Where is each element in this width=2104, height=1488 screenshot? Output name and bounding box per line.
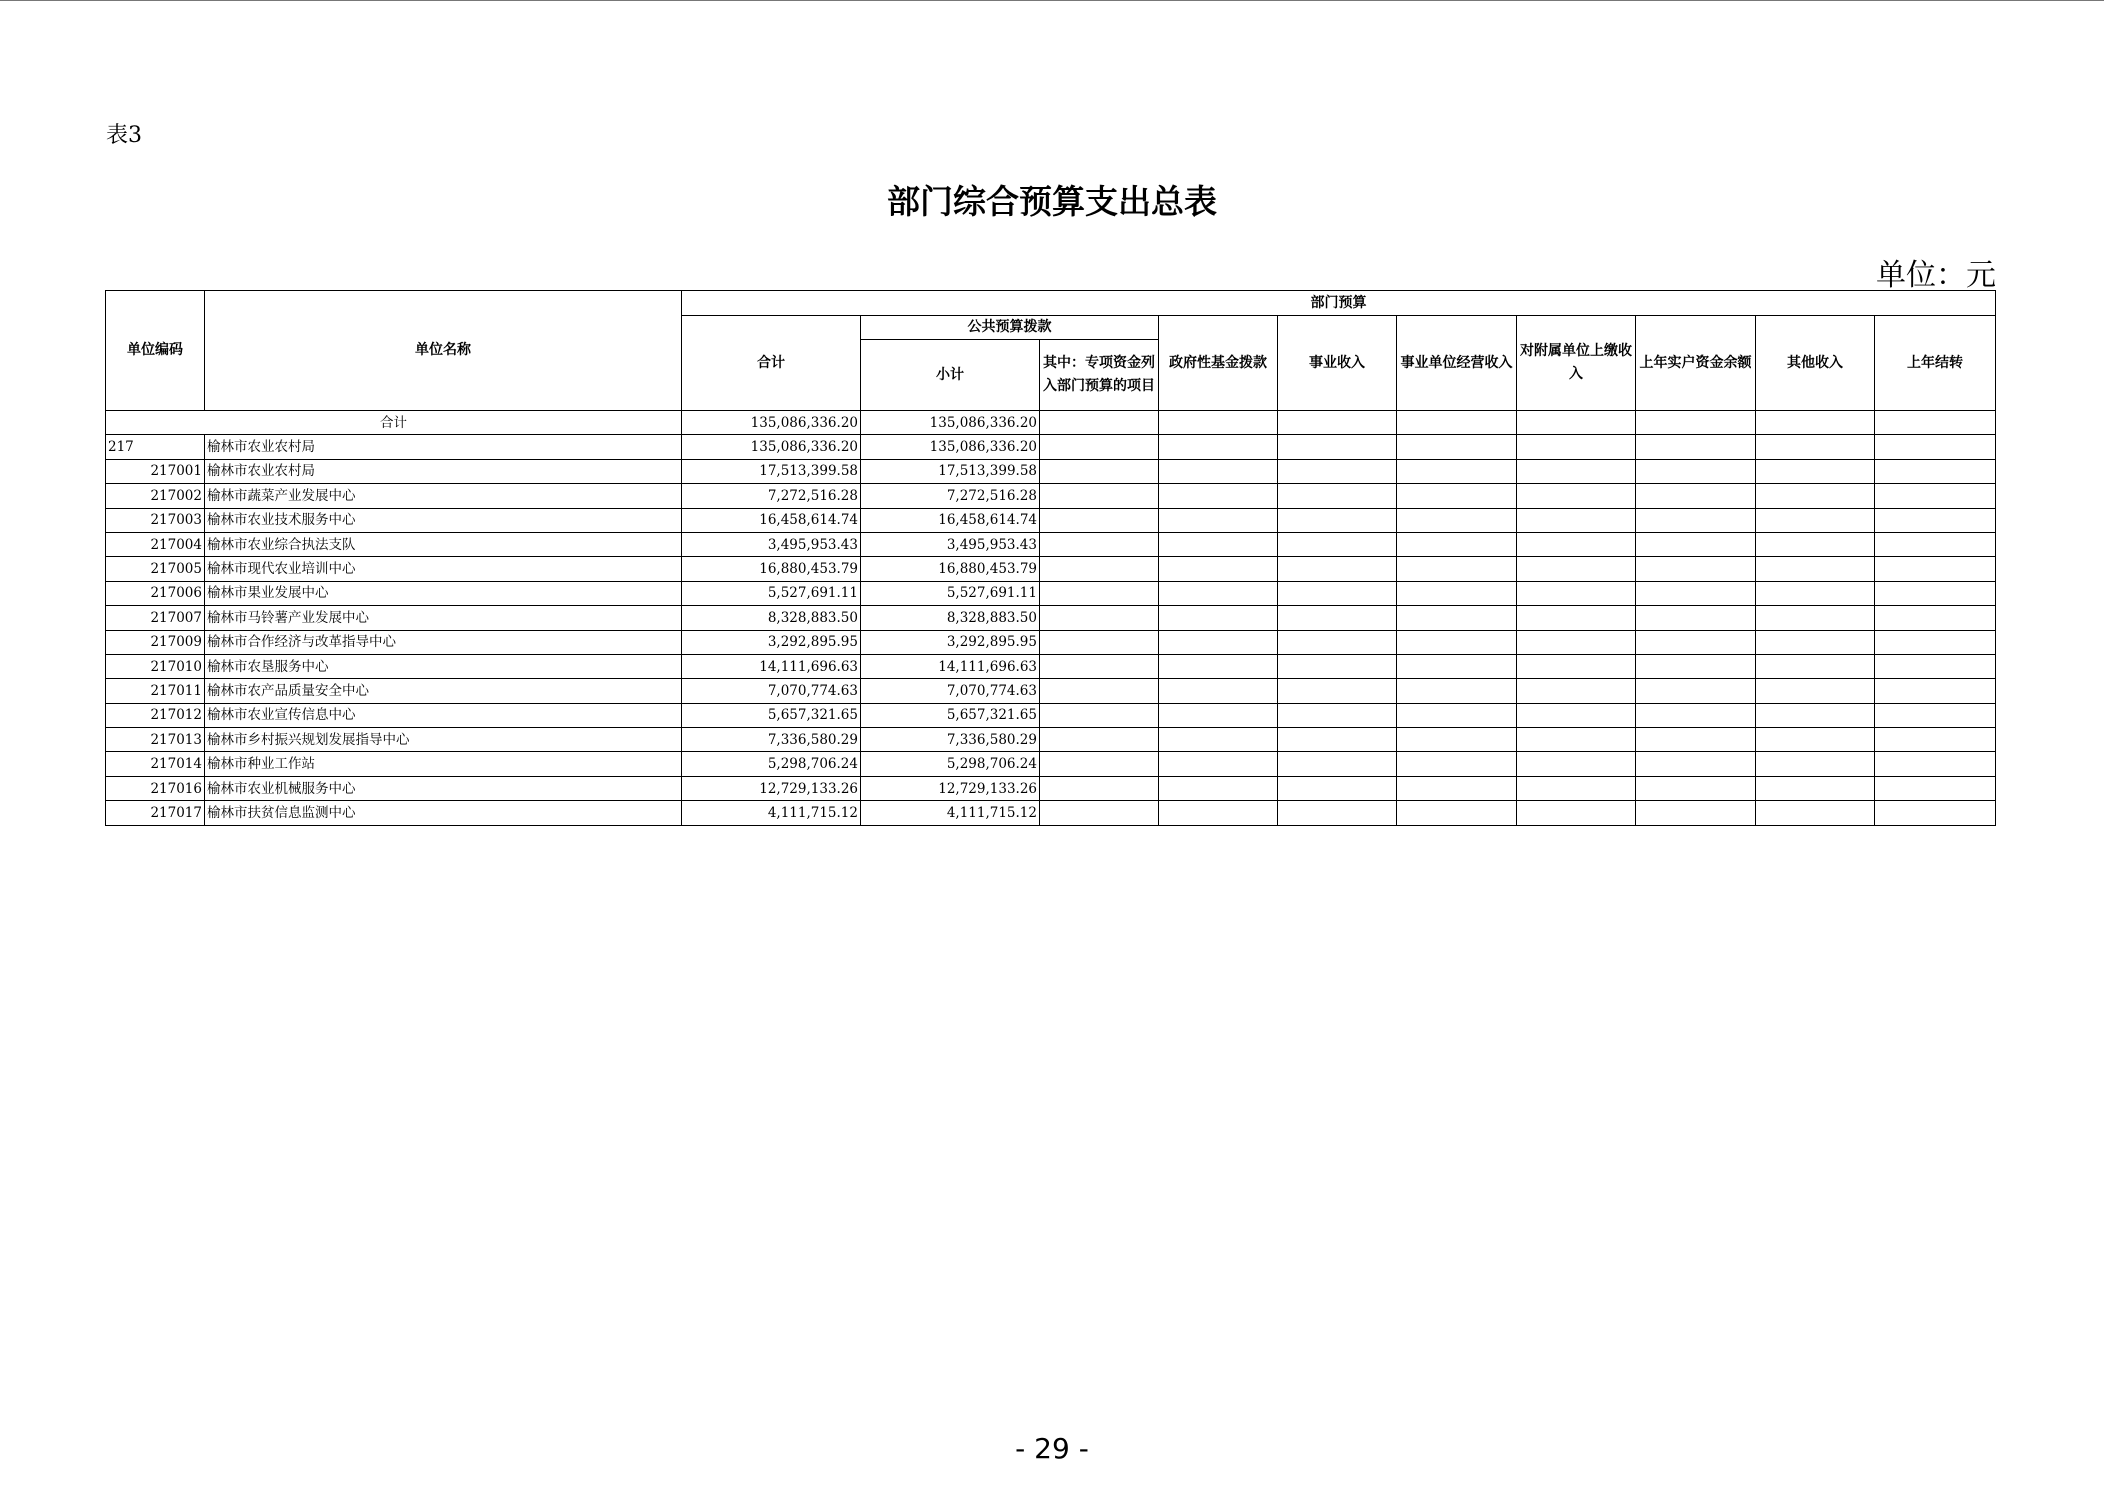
header-prior-balance: 上年实户资金余额 — [1636, 316, 1756, 411]
header-other-income: 其他收入 — [1756, 316, 1875, 411]
empty-cell — [1517, 728, 1636, 752]
subtotal-cell: 16,458,614.74 — [861, 508, 1040, 532]
unit-code-cell: 217013 — [106, 728, 205, 752]
empty-cell — [1397, 654, 1517, 678]
empty-cell — [1159, 654, 1278, 678]
table-row — [106, 630, 1996, 654]
subtotal-cell: 3,292,895.95 — [861, 630, 1040, 654]
empty-cell — [1278, 459, 1397, 483]
empty-cell — [1159, 411, 1278, 435]
total-cell: 3,495,953.43 — [682, 532, 861, 556]
total-cell: 4,111,715.12 — [682, 801, 861, 825]
empty-cell — [1397, 703, 1517, 727]
summary-label: 合计 — [106, 411, 682, 435]
empty-cell — [1875, 557, 1996, 581]
table-row — [106, 508, 1996, 532]
empty-cell — [1397, 606, 1517, 630]
empty-cell — [1875, 508, 1996, 532]
subtotal-cell: 16,880,453.79 — [861, 557, 1040, 581]
total-cell: 5,298,706.24 — [682, 752, 861, 776]
unit-label: 单位：元 — [1876, 258, 1996, 293]
unit-name-cell: 榆林市农业机械服务中心 — [205, 776, 682, 800]
unit-code-cell: 217016 — [106, 776, 205, 800]
total-cell: 7,272,516.28 — [682, 484, 861, 508]
empty-cell — [1875, 484, 1996, 508]
subtotal-cell: 7,336,580.29 — [861, 728, 1040, 752]
empty-cell — [1756, 581, 1875, 605]
empty-cell — [1397, 557, 1517, 581]
empty-cell — [1756, 508, 1875, 532]
empty-cell — [1040, 728, 1159, 752]
empty-cell — [1278, 484, 1397, 508]
subtotal-cell: 12,729,133.26 — [861, 776, 1040, 800]
empty-cell — [1040, 752, 1159, 776]
empty-cell — [1517, 703, 1636, 727]
empty-cell — [1159, 752, 1278, 776]
header-subtotal: 小计 — [861, 340, 1040, 411]
empty-cell — [1875, 801, 1996, 825]
subtotal-cell: 5,657,321.65 — [861, 703, 1040, 727]
header-career-income: 事业收入 — [1278, 316, 1397, 411]
empty-cell — [1397, 532, 1517, 556]
header-code: 单位编码 — [106, 291, 205, 411]
empty-cell — [1040, 776, 1159, 800]
empty-cell — [1636, 728, 1756, 752]
total-cell: 17,513,399.58 — [682, 459, 861, 483]
unit-code-cell: 217002 — [106, 484, 205, 508]
empty-cell — [1278, 801, 1397, 825]
empty-cell — [1875, 752, 1996, 776]
unit-name-cell: 榆林市农垦服务中心 — [205, 654, 682, 678]
header-public-budget: 公共预算拨款 — [861, 316, 1159, 340]
empty-cell — [1397, 508, 1517, 532]
unit-code-cell: 217011 — [106, 679, 205, 703]
empty-cell — [1517, 679, 1636, 703]
empty-cell — [1159, 679, 1278, 703]
table-row — [106, 532, 1996, 556]
empty-cell — [1517, 411, 1636, 435]
unit-name-cell: 榆林市蔬菜产业发展中心 — [205, 484, 682, 508]
empty-cell — [1517, 654, 1636, 678]
unit-name-cell: 榆林市现代农业培训中心 — [205, 557, 682, 581]
empty-cell — [1756, 801, 1875, 825]
empty-cell — [1278, 752, 1397, 776]
page-title: 部门综合预算支出总表 — [887, 182, 1217, 221]
total-cell: 135,086,336.20 — [682, 435, 861, 459]
subtotal-cell: 5,298,706.24 — [861, 752, 1040, 776]
header-dept-budget: 部门预算 — [682, 291, 1996, 316]
empty-cell — [1756, 606, 1875, 630]
subtotal-cell: 7,070,774.63 — [861, 679, 1040, 703]
page-number: - 29 - — [1015, 1432, 1089, 1465]
empty-cell — [1875, 435, 1996, 459]
empty-cell — [1040, 679, 1159, 703]
empty-cell — [1875, 728, 1996, 752]
total-cell: 7,336,580.29 — [682, 728, 861, 752]
empty-cell — [1517, 581, 1636, 605]
empty-cell — [1159, 459, 1278, 483]
empty-cell — [1040, 508, 1159, 532]
empty-cell — [1756, 752, 1875, 776]
table-number: 表3 — [106, 123, 142, 148]
header-gov-fund: 政府性基金拨款 — [1159, 316, 1278, 411]
empty-cell — [1159, 532, 1278, 556]
empty-cell — [1278, 532, 1397, 556]
empty-cell — [1875, 532, 1996, 556]
empty-cell — [1397, 752, 1517, 776]
empty-cell — [1159, 776, 1278, 800]
empty-cell — [1756, 484, 1875, 508]
table-row — [106, 654, 1996, 678]
empty-cell — [1636, 411, 1756, 435]
empty-cell — [1397, 776, 1517, 800]
empty-cell — [1756, 679, 1875, 703]
total-cell: 8,328,883.50 — [682, 606, 861, 630]
unit-code-cell: 217014 — [106, 752, 205, 776]
empty-cell — [1397, 728, 1517, 752]
empty-cell — [1040, 435, 1159, 459]
unit-name-cell: 榆林市农产品质量安全中心 — [205, 679, 682, 703]
empty-cell — [1278, 508, 1397, 532]
unit-code-cell: 217005 — [106, 557, 205, 581]
empty-cell — [1517, 484, 1636, 508]
table-row — [106, 459, 1996, 483]
unit-code-cell: 217006 — [106, 581, 205, 605]
empty-cell — [1636, 532, 1756, 556]
total-cell: 16,458,614.74 — [682, 508, 861, 532]
empty-cell — [1875, 679, 1996, 703]
unit-name-cell: 榆林市果业发展中心 — [205, 581, 682, 605]
summary-row — [106, 411, 1996, 435]
empty-cell — [1159, 435, 1278, 459]
subtotal-cell: 14,111,696.63 — [861, 654, 1040, 678]
empty-cell — [1040, 606, 1159, 630]
empty-cell — [1040, 411, 1159, 435]
empty-cell — [1636, 654, 1756, 678]
table-row — [106, 728, 1996, 752]
empty-cell — [1040, 557, 1159, 581]
empty-cell — [1875, 654, 1996, 678]
empty-cell — [1517, 752, 1636, 776]
empty-cell — [1517, 532, 1636, 556]
empty-cell — [1278, 630, 1397, 654]
empty-cell — [1756, 703, 1875, 727]
subtotal-cell: 135,086,336.20 — [861, 435, 1040, 459]
empty-cell — [1636, 459, 1756, 483]
empty-cell — [1278, 581, 1397, 605]
empty-cell — [1636, 508, 1756, 532]
total-cell: 14,111,696.63 — [682, 654, 861, 678]
empty-cell — [1278, 679, 1397, 703]
total-cell: 5,527,691.11 — [682, 581, 861, 605]
empty-cell — [1517, 776, 1636, 800]
empty-cell — [1636, 606, 1756, 630]
empty-cell — [1397, 630, 1517, 654]
empty-cell — [1756, 459, 1875, 483]
total-cell: 7,070,774.63 — [682, 679, 861, 703]
empty-cell — [1517, 435, 1636, 459]
header-carryover: 上年结转 — [1875, 316, 1996, 411]
header-operating-income: 事业单位经营收入 — [1397, 316, 1517, 411]
subtotal-cell: 8,328,883.50 — [861, 606, 1040, 630]
empty-cell — [1278, 606, 1397, 630]
empty-cell — [1159, 606, 1278, 630]
empty-cell — [1278, 703, 1397, 727]
empty-cell — [1040, 630, 1159, 654]
empty-cell — [1756, 654, 1875, 678]
empty-cell — [1636, 557, 1756, 581]
empty-cell — [1875, 630, 1996, 654]
empty-cell — [1517, 801, 1636, 825]
empty-cell — [1875, 459, 1996, 483]
unit-code-cell: 217003 — [106, 508, 205, 532]
empty-cell — [1159, 508, 1278, 532]
unit-name-cell: 榆林市农业农村局 — [205, 459, 682, 483]
empty-cell — [1397, 581, 1517, 605]
empty-cell — [1159, 703, 1278, 727]
unit-name-cell: 榆林市种业工作站 — [205, 752, 682, 776]
empty-cell — [1397, 459, 1517, 483]
empty-cell — [1875, 411, 1996, 435]
empty-cell — [1397, 435, 1517, 459]
unit-name-cell: 榆林市马铃薯产业发展中心 — [205, 606, 682, 630]
empty-cell — [1040, 484, 1159, 508]
empty-cell — [1756, 435, 1875, 459]
empty-cell — [1397, 801, 1517, 825]
table-row — [106, 581, 1996, 605]
empty-cell — [1756, 728, 1875, 752]
empty-cell — [1756, 532, 1875, 556]
header-special-funds: 其中：专项资金列入部门预算的项目 — [1040, 340, 1159, 411]
unit-name-cell: 榆林市农业技术服务中心 — [205, 508, 682, 532]
empty-cell — [1636, 435, 1756, 459]
empty-cell — [1040, 532, 1159, 556]
empty-cell — [1517, 630, 1636, 654]
total-cell: 12,729,133.26 — [682, 776, 861, 800]
top-border-line — [0, 0, 2104, 1]
empty-cell — [1278, 776, 1397, 800]
empty-cell — [1159, 728, 1278, 752]
empty-cell — [1875, 606, 1996, 630]
table-row — [106, 435, 1996, 459]
table-row — [106, 679, 1996, 703]
empty-cell — [1756, 411, 1875, 435]
table-row — [106, 606, 1996, 630]
empty-cell — [1756, 776, 1875, 800]
total-cell: 5,657,321.65 — [682, 703, 861, 727]
empty-cell — [1278, 728, 1397, 752]
empty-cell — [1756, 630, 1875, 654]
empty-cell — [1875, 703, 1996, 727]
unit-code-cell: 217007 — [106, 606, 205, 630]
unit-name-cell: 榆林市农业综合执法支队 — [205, 532, 682, 556]
empty-cell — [1278, 654, 1397, 678]
total-cell: 16,880,453.79 — [682, 557, 861, 581]
empty-cell — [1397, 679, 1517, 703]
summary-subtotal: 135,086,336.20 — [861, 411, 1040, 435]
total-cell: 3,292,895.95 — [682, 630, 861, 654]
unit-code-cell: 217001 — [106, 459, 205, 483]
subtotal-cell: 4,111,715.12 — [861, 801, 1040, 825]
table-row — [106, 776, 1996, 800]
empty-cell — [1159, 484, 1278, 508]
empty-cell — [1636, 630, 1756, 654]
empty-cell — [1875, 776, 1996, 800]
header-subordinate-income: 对附属单位上缴收入 — [1517, 316, 1636, 411]
empty-cell — [1040, 459, 1159, 483]
empty-cell — [1040, 654, 1159, 678]
empty-cell — [1517, 508, 1636, 532]
table-row — [106, 557, 1996, 581]
empty-cell — [1875, 581, 1996, 605]
empty-cell — [1517, 606, 1636, 630]
empty-cell — [1278, 411, 1397, 435]
budget-table — [105, 290, 1996, 826]
empty-cell — [1636, 581, 1756, 605]
empty-cell — [1397, 411, 1517, 435]
unit-name-cell: 榆林市农业农村局 — [205, 435, 682, 459]
empty-cell — [1159, 557, 1278, 581]
empty-cell — [1756, 557, 1875, 581]
subtotal-cell: 3,495,953.43 — [861, 532, 1040, 556]
unit-code-cell: 217 — [106, 435, 205, 459]
unit-code-cell: 217010 — [106, 654, 205, 678]
unit-code-cell: 217004 — [106, 532, 205, 556]
empty-cell — [1636, 752, 1756, 776]
empty-cell — [1159, 801, 1278, 825]
unit-name-cell: 榆林市农业宣传信息中心 — [205, 703, 682, 727]
empty-cell — [1517, 557, 1636, 581]
header-name: 单位名称 — [205, 291, 682, 411]
empty-cell — [1517, 459, 1636, 483]
empty-cell — [1636, 703, 1756, 727]
subtotal-cell: 5,527,691.11 — [861, 581, 1040, 605]
unit-name-cell: 榆林市合作经济与改革指导中心 — [205, 630, 682, 654]
table-row — [106, 484, 1996, 508]
empty-cell — [1278, 435, 1397, 459]
unit-name-cell: 榆林市乡村振兴规划发展指导中心 — [205, 728, 682, 752]
header-total: 合计 — [682, 316, 861, 411]
unit-code-cell: 217009 — [106, 630, 205, 654]
empty-cell — [1040, 801, 1159, 825]
unit-name-cell: 榆林市扶贫信息监测中心 — [205, 801, 682, 825]
empty-cell — [1159, 630, 1278, 654]
table-row — [106, 703, 1996, 727]
subtotal-cell: 7,272,516.28 — [861, 484, 1040, 508]
table-row — [106, 752, 1996, 776]
unit-code-cell: 217012 — [106, 703, 205, 727]
empty-cell — [1159, 581, 1278, 605]
empty-cell — [1636, 776, 1756, 800]
summary-total: 135,086,336.20 — [682, 411, 861, 435]
empty-cell — [1397, 484, 1517, 508]
empty-cell — [1636, 679, 1756, 703]
subtotal-cell: 17,513,399.58 — [861, 459, 1040, 483]
empty-cell — [1040, 581, 1159, 605]
empty-cell — [1636, 484, 1756, 508]
empty-cell — [1278, 557, 1397, 581]
unit-code-cell: 217017 — [106, 801, 205, 825]
empty-cell — [1040, 703, 1159, 727]
empty-cell — [1636, 801, 1756, 825]
table-row — [106, 801, 1996, 825]
